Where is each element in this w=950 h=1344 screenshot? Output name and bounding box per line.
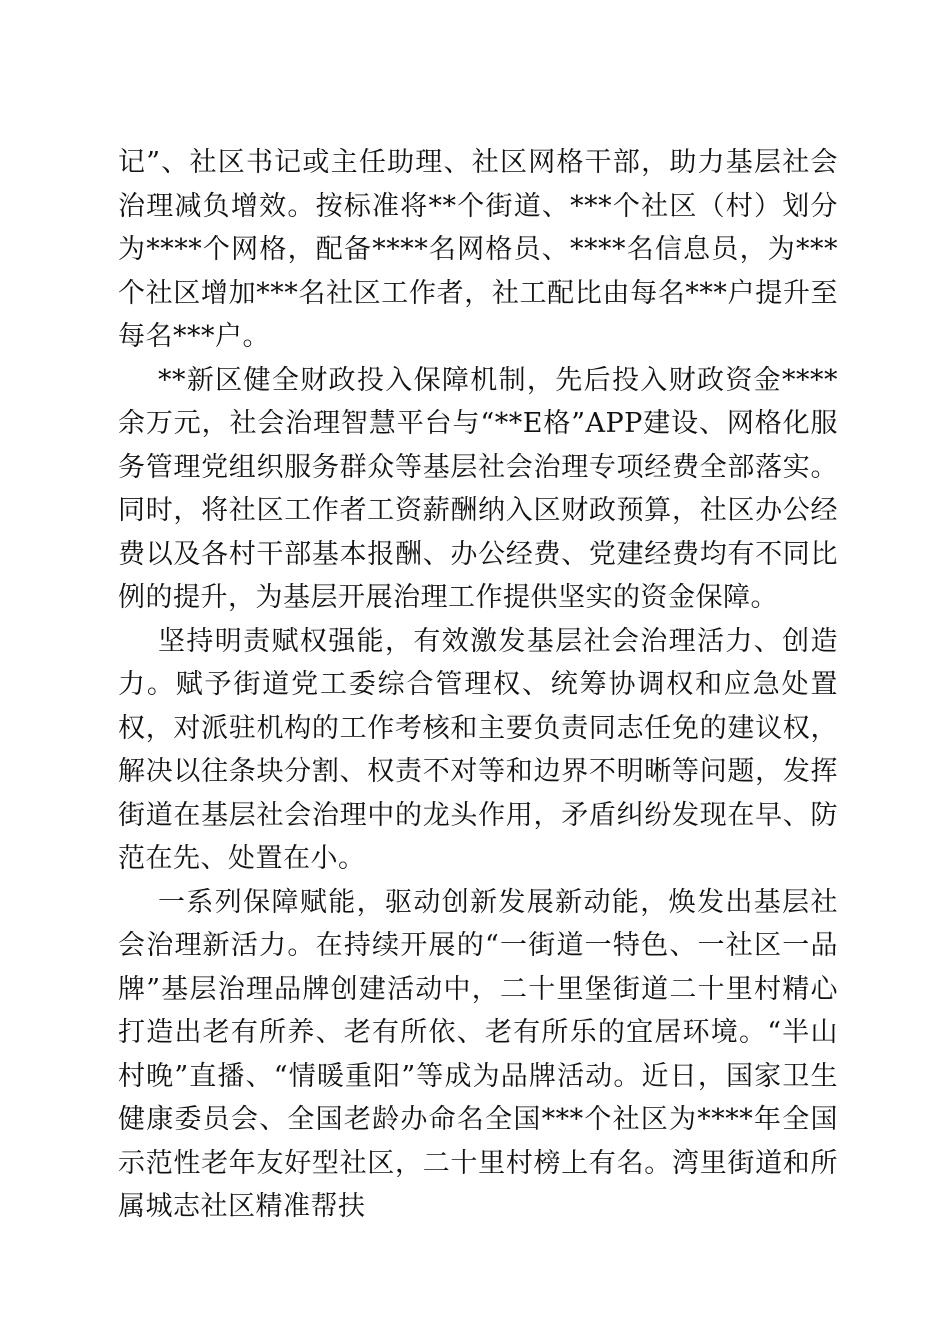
paragraph-2: **新区健全财政投入保障机制，先后投入财政资金****余万元，社会治理智慧平台与“**E格”APP建设、网格化服务管理党组织服务群众等基层社会治理专项经费全部落实。同时，将社区工作者工资薪酬纳入区财政预算，社区办公经费以及各村干部基本报酬、办公经费、党建经费均有不同比例的提升，为基层开展治理工作提供坚实的资金保障。 [118, 364, 838, 613]
paragraph-1: 记”、社区书记或主任助理、社区网格干部，助力基层社会治理减负增效。按标准将**个街道、***个社区（村）划分为****个网格，配备****名网格员、****名信息员，为***个社区增加***名社区工作者，社工配比由每名***户提升至每名***户。 [118, 147, 838, 352]
paragraph-4: 一系列保障赋能，驱动创新发展新动能，焕发出基层社会治理新活力。在持续开展的“一街道一特色、一社区一品牌”基层治理品牌创建活动中，二十里堡街道二十里村精心打造出老有所养、老有所依、老有所乐的宜居环境。“半山村晚”直播、“情暖重阳”等成为品牌活动。近日，国家卫生健康委员会、全国老龄办命名全国***个社区为****年全国示范性老年友好型社区，二十里村榜上有名。湾里街道和所属城志社区精准帮扶 [118, 886, 838, 1222]
document-body [118, 141, 838, 1229]
paragraph-3: 坚持明责赋权强能，有效激发基层社会治理活力、创造力。赋予街道党工委综合管理权、统筹协调权和应急处置权，对派驻机构的工作考核和主要负责同志任免的建议权，解决以往条块分割、权责不对等和边界不明晰等问题，发挥街道在基层社会治理中的龙头作用，矛盾纠纷发现在早、防范在先、处置在小。 [118, 625, 838, 874]
